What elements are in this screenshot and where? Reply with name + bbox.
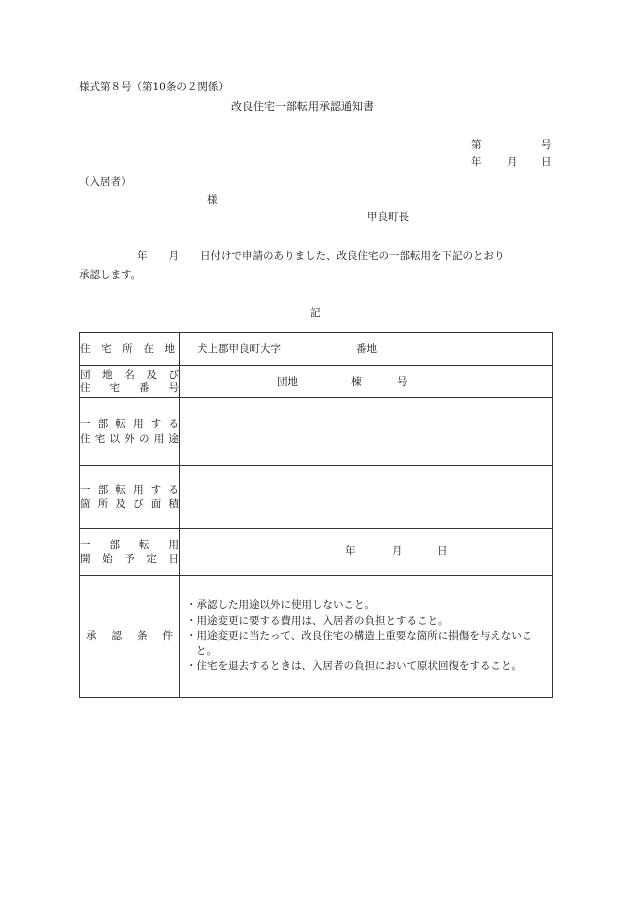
estate-unit: 号 (397, 376, 408, 388)
estate-building: 棟 (351, 376, 362, 388)
label-char: 在 (143, 342, 154, 355)
label-char: す (150, 483, 162, 496)
number-prefix: 第 (471, 139, 482, 151)
area-value-cell (180, 466, 553, 529)
row-estate (80, 366, 553, 398)
label-char: 住 (80, 381, 91, 394)
label-char: び (168, 369, 179, 382)
label-char: 条 (137, 630, 148, 643)
row-address (80, 333, 553, 366)
label-char: 日 (168, 553, 179, 565)
condition-item: ・用途変更に当たって、改良住宅の構造上重要な箇所に損傷を与えないこと。 (186, 629, 533, 658)
address-prefix: 犬上郡甲良町大字 (197, 343, 281, 355)
label-char: 箇 (80, 498, 91, 510)
label-char: 定 (146, 553, 157, 565)
label-char: 及 (115, 498, 126, 510)
conditions-label (80, 629, 179, 643)
label-char: 転 (115, 418, 126, 431)
row-use (80, 398, 553, 466)
label-char: 地 (164, 342, 175, 355)
estate-label-line2 (80, 382, 179, 394)
number-suffix: 号 (541, 139, 552, 151)
use-label-cell (80, 398, 180, 466)
use-label-line2 (80, 432, 179, 446)
start-year: 年 (345, 545, 356, 557)
label-char: 及 (146, 369, 157, 382)
condition-item: ・住宅を退去するときは、入居者の負担において原状回復をすること。 (186, 660, 522, 673)
label-char: 番 (139, 381, 150, 394)
label-char: 予 (124, 553, 135, 565)
row-area (80, 466, 553, 529)
row-conditions (80, 576, 553, 698)
estate-label-line1 (80, 369, 179, 381)
label-char: 団 (80, 369, 91, 382)
label-char: 宅 (109, 381, 120, 394)
label-char: 途 (168, 432, 179, 445)
label-char: 用 (133, 483, 144, 496)
issue-date-day: 日 (541, 156, 552, 168)
address-label-cell (80, 333, 180, 366)
start-label-line2 (80, 552, 179, 566)
label-char: 号 (168, 381, 179, 394)
recipient-honorific: 様 (207, 194, 218, 206)
label-char: 住 (80, 432, 91, 445)
label-char: 以 (109, 432, 120, 445)
start-label-cell (80, 529, 180, 576)
label-char: 住 (80, 342, 91, 355)
condition-item: ・承認した用途以外に使用しないこと。 (186, 599, 375, 612)
label-char: び (133, 498, 144, 510)
label-char: 宅 (94, 432, 106, 445)
label-char: 一 (80, 418, 91, 431)
estate-name: 団地 (277, 376, 298, 388)
start-day: 日 (437, 545, 448, 557)
label-char: 件 (162, 630, 173, 643)
body-text-line1: 年 月 日付けで申請のありました、改良住宅の一部転用を下記のとおり (137, 250, 505, 262)
label-char: 用 (153, 432, 165, 445)
label-char: 名 (124, 369, 135, 382)
label-char: 積 (168, 498, 179, 510)
issue-date-year: 年 (471, 156, 482, 168)
label-char: 所 (122, 342, 133, 355)
area-label-line2 (80, 497, 179, 511)
area-label-cell (80, 466, 180, 529)
label-char: 転 (115, 483, 126, 496)
label-char: 転 (139, 538, 150, 551)
use-value-cell (180, 398, 553, 466)
conditions-list (180, 598, 552, 674)
label-char: る (168, 418, 179, 431)
estate-value-cell (180, 366, 553, 398)
start-value-cell (180, 529, 553, 576)
issue-date-month: 月 (507, 156, 518, 168)
address-label (80, 342, 175, 356)
address-suffix: 番地 (356, 343, 377, 355)
label-char: 地 (102, 369, 113, 382)
sender-name: 甲良町長 (367, 211, 409, 223)
use-label-line1 (80, 417, 179, 431)
start-label-line1 (80, 538, 179, 552)
label-char: 開 (80, 553, 91, 565)
label-char: 部 (97, 418, 109, 431)
label-char: 所 (97, 498, 109, 510)
row-start-date (80, 529, 553, 576)
area-label-line1 (80, 483, 179, 497)
start-month: 月 (392, 545, 403, 557)
ki-heading: 記 (310, 307, 321, 319)
address-value-cell (180, 333, 553, 366)
recipient-label: （入居者） (79, 176, 132, 188)
label-char: 宅 (101, 342, 112, 355)
label-char: 部 (109, 538, 120, 551)
label-char: 外 (124, 432, 135, 445)
label-char: 始 (102, 553, 113, 565)
label-char: る (168, 483, 179, 496)
label-char: 面 (150, 498, 162, 510)
condition-item: ・用途変更に要する費用は、入居者の負担とすること。 (186, 614, 449, 627)
approval-details-table (79, 332, 553, 698)
label-char: 部 (97, 483, 109, 496)
label-char: の (139, 432, 150, 445)
body-text-line2: 承認します。 (79, 269, 142, 281)
label-char: 用 (168, 538, 179, 551)
label-char: 用 (133, 418, 144, 431)
label-char: 一 (80, 538, 91, 551)
label-char: 認 (111, 630, 122, 643)
estate-label-cell (80, 366, 180, 398)
label-char: 承 (86, 630, 97, 643)
form-number: 様式第８号（第10条の２関係） (79, 81, 229, 93)
conditions-value-cell (180, 576, 553, 698)
conditions-label-cell (80, 576, 180, 698)
document-title: 改良住宅一部転用承認通知書 (231, 100, 374, 113)
label-char: 一 (80, 483, 91, 496)
label-char: す (150, 418, 162, 431)
